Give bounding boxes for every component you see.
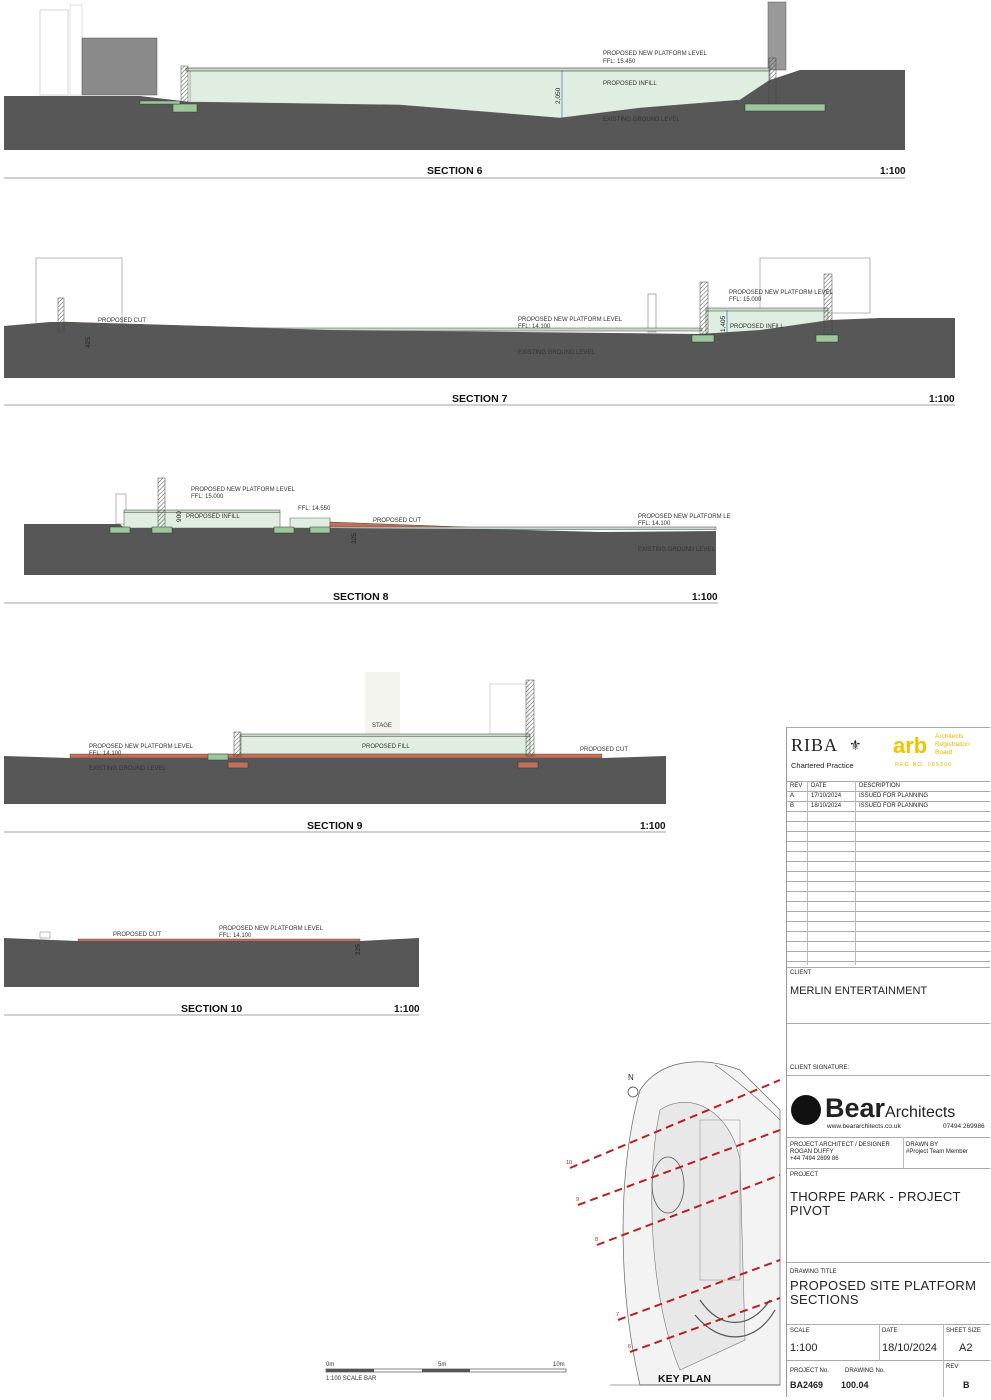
- section6-platform-label: PROPOSED NEW PLATFORM LEVEL: [603, 51, 707, 57]
- revision-row-line: [787, 821, 990, 822]
- section8-ground-label: EXISTING GROUND LEVEL: [638, 547, 715, 553]
- revision-row-line: [787, 961, 990, 962]
- section10-cut-label: PROPOSED CUT: [113, 932, 162, 938]
- revision-row-line: [787, 871, 990, 872]
- key-plan: [566, 1062, 780, 1385]
- arb-logo: arb: [893, 733, 928, 758]
- sheet-size-value: A2: [959, 1342, 973, 1354]
- client-name: MERLIN ENTERTAINMENT: [790, 985, 928, 997]
- arb-text: Architects Registration Board: [935, 733, 970, 756]
- riba-subtitle: Chartered Practice: [791, 761, 854, 770]
- section7-platform-label: PROPOSED NEW PLATFORM LEVEL: [518, 317, 622, 323]
- riba-emblem-icon: ⚜: [849, 737, 862, 753]
- section6-dim: 2,050: [555, 87, 562, 104]
- sheet-size-label: SHEET SIZE: [946, 1328, 981, 1334]
- client-label: CLIENT: [790, 970, 812, 976]
- section8-scale: 1:100: [692, 592, 718, 603]
- drawing-title: PROPOSED SITE PLATFORM SECTIONS: [790, 1278, 977, 1307]
- section10-platform-label: PROPOSED NEW PLATFORM LEVEL: [219, 926, 323, 932]
- section-7: [4, 258, 955, 405]
- section7-dim2: 1,405: [720, 315, 727, 332]
- riba-logo: RIBA: [791, 735, 839, 755]
- arb-reg: REG NO. 085306: [895, 762, 953, 768]
- section8-title: SECTION 8: [333, 591, 389, 603]
- client-signature-label: CLIENT SIGNATURE:: [790, 1065, 850, 1071]
- key-plan-title: KEY PLAN: [658, 1373, 711, 1385]
- section10-title: SECTION 10: [181, 1003, 243, 1015]
- section9-title: SECTION 9: [307, 820, 363, 832]
- section8-cut-label: PROPOSED CUT: [373, 518, 422, 524]
- drawing-no-label: DRAWING No.: [845, 1368, 885, 1374]
- rev-b: B: [790, 803, 795, 809]
- rev-header: REV: [790, 783, 803, 789]
- revision-row-line: [787, 831, 990, 832]
- drawn-by: DRAWN BY #Project Team Member: [906, 1142, 968, 1155]
- key-marker-6: 6: [628, 1344, 632, 1350]
- section8-dim2: 325: [351, 533, 358, 544]
- section10-ffl: FFL: 14.100: [219, 933, 252, 939]
- description-header: DESCRIPTION: [859, 783, 901, 789]
- section7-ffl: FFL: 14.100: [518, 324, 551, 330]
- section8-ffl: FFL: 15.000: [191, 494, 224, 500]
- section6-ffl: FFL: 15.450: [603, 59, 636, 65]
- key-marker-8: 8: [595, 1237, 599, 1243]
- rev-a-desc: ISSUED FOR PLANNING: [859, 793, 929, 799]
- bear-logo-icon: [791, 1095, 821, 1125]
- section6-title: SECTION 6: [427, 165, 483, 177]
- section7-title: SECTION 7: [452, 393, 508, 405]
- section7-dim1: 425: [85, 337, 92, 348]
- scale-label: SCALE: [790, 1328, 810, 1334]
- revision-row-line: [787, 901, 990, 902]
- firm-phone: 07494 269986: [943, 1123, 985, 1130]
- scale-tick-10: 10m: [553, 1362, 565, 1368]
- revision-row-line: [787, 851, 990, 852]
- project-name: THORPE PARK - PROJECT PIVOT: [790, 1189, 961, 1218]
- revision-row-line: [787, 881, 990, 882]
- section9-ground: [4, 756, 666, 804]
- north-arrow-label: N: [628, 1073, 634, 1082]
- section9-stage-label: STAGE: [372, 723, 392, 729]
- date-value: 18/10/2024: [882, 1342, 938, 1354]
- rev-a: A: [790, 793, 795, 799]
- date-label: DATE: [882, 1328, 898, 1334]
- revision-row-line: [787, 891, 990, 892]
- drawing-no-value: 100.04: [841, 1380, 869, 1390]
- section9-platform-label: PROPOSED NEW PLATFORM LEVEL: [89, 744, 193, 750]
- section9-scale: 1:100: [640, 821, 666, 832]
- key-marker-9: 9: [576, 1197, 580, 1203]
- firm-name: BearArchitects: [825, 1093, 956, 1123]
- section8-platform-label: PROPOSED NEW PLATFORM LEVEL: [191, 487, 295, 493]
- section9-ground-label: EXISTING GROUND LEVEL: [89, 766, 166, 772]
- section10-dim: 225: [355, 944, 362, 955]
- architect-info: PROJECT ARCHITECT / DESIGNER ROGAN DUFFY +44 7494 2699 86: [790, 1142, 890, 1162]
- section8-platform2-label: PROPOSED NEW PLATFORM LE: [638, 514, 731, 520]
- section7-ground-label: EXISTING GROUND LEVEL: [518, 350, 595, 356]
- section7-infill-label: PROPOSED INFILL: [730, 324, 784, 330]
- section8-infill-label: PROPOSED INFILL: [186, 514, 240, 520]
- rev-a-date: 17/10/2024: [811, 793, 842, 799]
- section10-scale: 1:100: [394, 1004, 420, 1015]
- section-8: [4, 478, 731, 603]
- firm-website: www.beararchitects.co.uk: [827, 1123, 901, 1130]
- project-no-label: PROJECT No.: [790, 1368, 829, 1374]
- key-marker-10: 10: [566, 1160, 573, 1166]
- title-block: [786, 727, 990, 1397]
- section-9: [4, 672, 666, 832]
- key-marker-7: 7: [616, 1312, 620, 1318]
- section7-cut-label: PROPOSED CUT: [98, 318, 147, 324]
- drawing-title-label: DRAWING TITLE: [790, 1269, 837, 1275]
- revision-row-line: [787, 911, 990, 912]
- revision-row-line: [787, 861, 990, 862]
- rev-label: REV: [946, 1364, 959, 1370]
- revision-row-line: [787, 931, 990, 932]
- section7-ffl2: FFL: 15.000: [729, 297, 762, 303]
- scale-tick-0: 0m: [326, 1362, 335, 1368]
- date-header: DATE: [811, 783, 827, 789]
- section-10: [4, 926, 420, 1015]
- project-no-value: BA2469: [790, 1380, 824, 1390]
- section7-ground: [4, 318, 955, 378]
- section9-ffl: FFL: 14.100: [89, 751, 122, 757]
- project-label: PROJECT: [790, 1172, 819, 1178]
- scale-caption: 1:100 SCALE BAR: [326, 1376, 377, 1382]
- section9-fill-label: PROPOSED FILL: [362, 744, 410, 750]
- revision-row-line: [787, 841, 990, 842]
- scale-bar: [326, 1362, 566, 1382]
- section8-ffl2: FFL: 14.550: [298, 506, 331, 512]
- section6-scale: 1:100: [880, 166, 906, 177]
- rev-b-date: 18/10/2024: [811, 803, 842, 809]
- section-6: [4, 2, 906, 178]
- section7-platform2-label: PROPOSED NEW PLATFORM LEVEL: [729, 290, 833, 296]
- section8-dim1: 900: [176, 511, 183, 522]
- section6-infill-label: PROPOSED INFILL: [603, 81, 657, 87]
- section9-cut-label: PROPOSED CUT: [580, 747, 629, 753]
- section6-ground-label: EXISTING GROUND LEVEL: [603, 117, 680, 123]
- rev-value: B: [963, 1380, 970, 1390]
- section7-scale: 1:100: [929, 394, 955, 405]
- scale-value: 1:100: [790, 1342, 818, 1354]
- scale-tick-5: 5m: [438, 1362, 447, 1368]
- rev-b-desc: ISSUED FOR PLANNING: [859, 803, 929, 809]
- revision-row-line: [787, 921, 990, 922]
- revision-row-line: [787, 941, 990, 942]
- revision-row-line: [787, 951, 990, 952]
- section8-ffl3: FFL: 14.100: [638, 521, 671, 527]
